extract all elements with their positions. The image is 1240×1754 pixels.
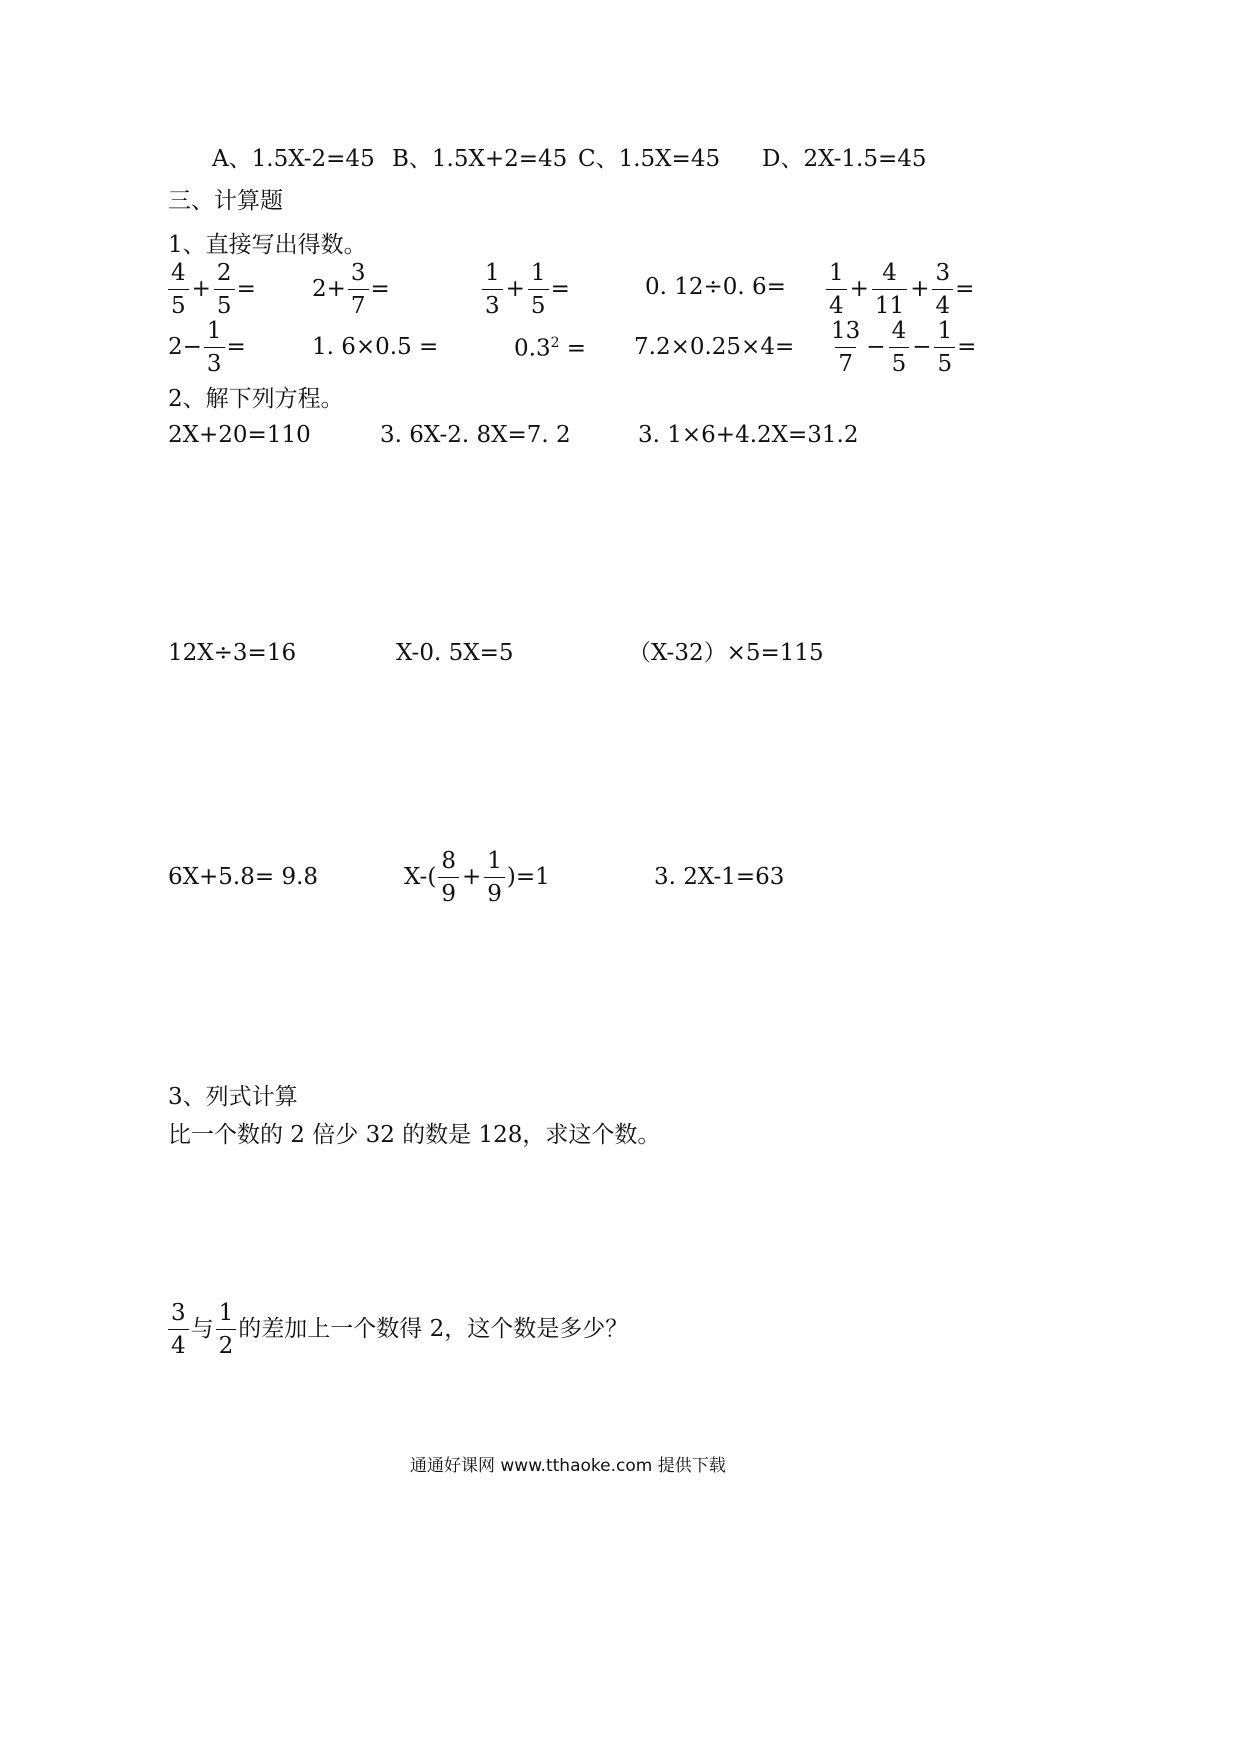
equation-7: 6X+5.8= 9.8 xyxy=(168,864,319,890)
word-problem-2: $\frac{3}{4}$ 与 $\frac{1}{2}$ 的差加上一个数得 2，这个数是多少？ xyxy=(166,1302,628,1358)
mental-calc-1: $\frac{4}{5}$ + $\frac{2}{5}$ = xyxy=(166,262,256,318)
equation-4: 12X÷3=16 xyxy=(168,640,297,666)
mental-calc-8: $0.3^2$ = xyxy=(514,335,587,362)
fraction: $\frac{4}{11}$ xyxy=(872,262,907,318)
equation-6: （X-32）×5=115 xyxy=(628,640,824,666)
fraction: $\frac{1}{9}$ xyxy=(484,850,505,906)
mental-calc-4: 0. 12÷0. 6= xyxy=(645,274,786,300)
fraction: $\frac{13}{7}$ xyxy=(831,318,861,377)
choice-b xyxy=(392,148,567,171)
mental-calc-5: $\frac{1}{4}$ + $\frac{4}{11}$ + $\frac{3}{4}$ = xyxy=(824,262,974,318)
footer-source: 通通好课网 www.tthaoke.com 提供下载 xyxy=(410,1456,726,1476)
choice-equation: 2X-1.5=45 xyxy=(803,146,927,172)
choice-label: C、 xyxy=(578,146,619,172)
fraction: $\frac{1}{4}$ xyxy=(826,262,847,318)
equation-5: X-0. 5X=5 xyxy=(396,640,514,666)
fraction: $\frac{8}{9}$ xyxy=(438,850,459,906)
equation-3: 3. 1×6+4.2X=31.2 xyxy=(638,422,859,448)
mental-calc-10: $\frac{13}{7}$ − $\frac{4}{5}$ − $\frac{1}{5}$ = xyxy=(826,320,976,376)
part1-title: 1、直接写出得数。 xyxy=(168,232,367,258)
word-problem-1: 比一个数的 2 倍少 32 的数是 128，求这个数。 xyxy=(168,1122,661,1148)
choice-c xyxy=(578,148,720,171)
part3-title: 3、列式计算 xyxy=(168,1084,298,1110)
fraction: $\frac{1}{2}$ xyxy=(216,1302,237,1358)
mental-calc-7: 1. 6×0.5 = xyxy=(312,334,439,360)
part2-title: 2、解下列方程。 xyxy=(168,386,344,412)
choice-equation: 1.5X+2=45 xyxy=(431,146,568,172)
fraction: $\frac{3}{7}$ xyxy=(348,262,369,318)
fraction: $\frac{3}{4}$ xyxy=(932,262,953,318)
mental-calc-6: 2− $\frac{1}{3}$ = xyxy=(168,318,246,377)
equation-8: X-( $\frac{8}{9}$ + $\frac{1}{9}$ )=1 xyxy=(404,848,550,907)
fraction: $\frac{1}{5}$ xyxy=(528,262,549,318)
choice-label: B、 xyxy=(392,146,432,172)
fraction: $\frac{3}{4}$ xyxy=(168,1302,189,1358)
fraction: $\frac{1}{3}$ xyxy=(204,320,225,376)
fraction: $\frac{4}{5}$ xyxy=(168,262,189,318)
fraction: $\frac{4}{5}$ xyxy=(889,320,910,376)
choice-d xyxy=(762,148,927,171)
equation-2: 3. 6X-2. 8X=7. 2 xyxy=(380,422,571,448)
fraction: $\frac{2}{5}$ xyxy=(214,262,235,318)
mental-calc-3: $\frac{1}{3}$ + $\frac{1}{5}$ = xyxy=(480,262,570,318)
choice-a xyxy=(212,148,375,171)
mental-calc-2: 2+ $\frac{3}{7}$ = xyxy=(312,260,390,319)
fraction: $\frac{1}{3}$ xyxy=(482,262,503,318)
equation-1: 2X+20=110 xyxy=(168,422,311,448)
fraction: $\frac{1}{5}$ xyxy=(934,320,955,376)
equation-9: 3. 2X-1=63 xyxy=(654,864,785,890)
choice-label: D、 xyxy=(762,146,804,172)
choice-equation: 1.5X-2=45 xyxy=(251,146,375,172)
section-title: 三、计算题 xyxy=(168,188,283,214)
mental-calc-9: 7.2×0.25×4= xyxy=(634,334,795,360)
choice-equation: 1.5X=45 xyxy=(618,146,721,172)
choice-label: A、 xyxy=(212,146,252,172)
